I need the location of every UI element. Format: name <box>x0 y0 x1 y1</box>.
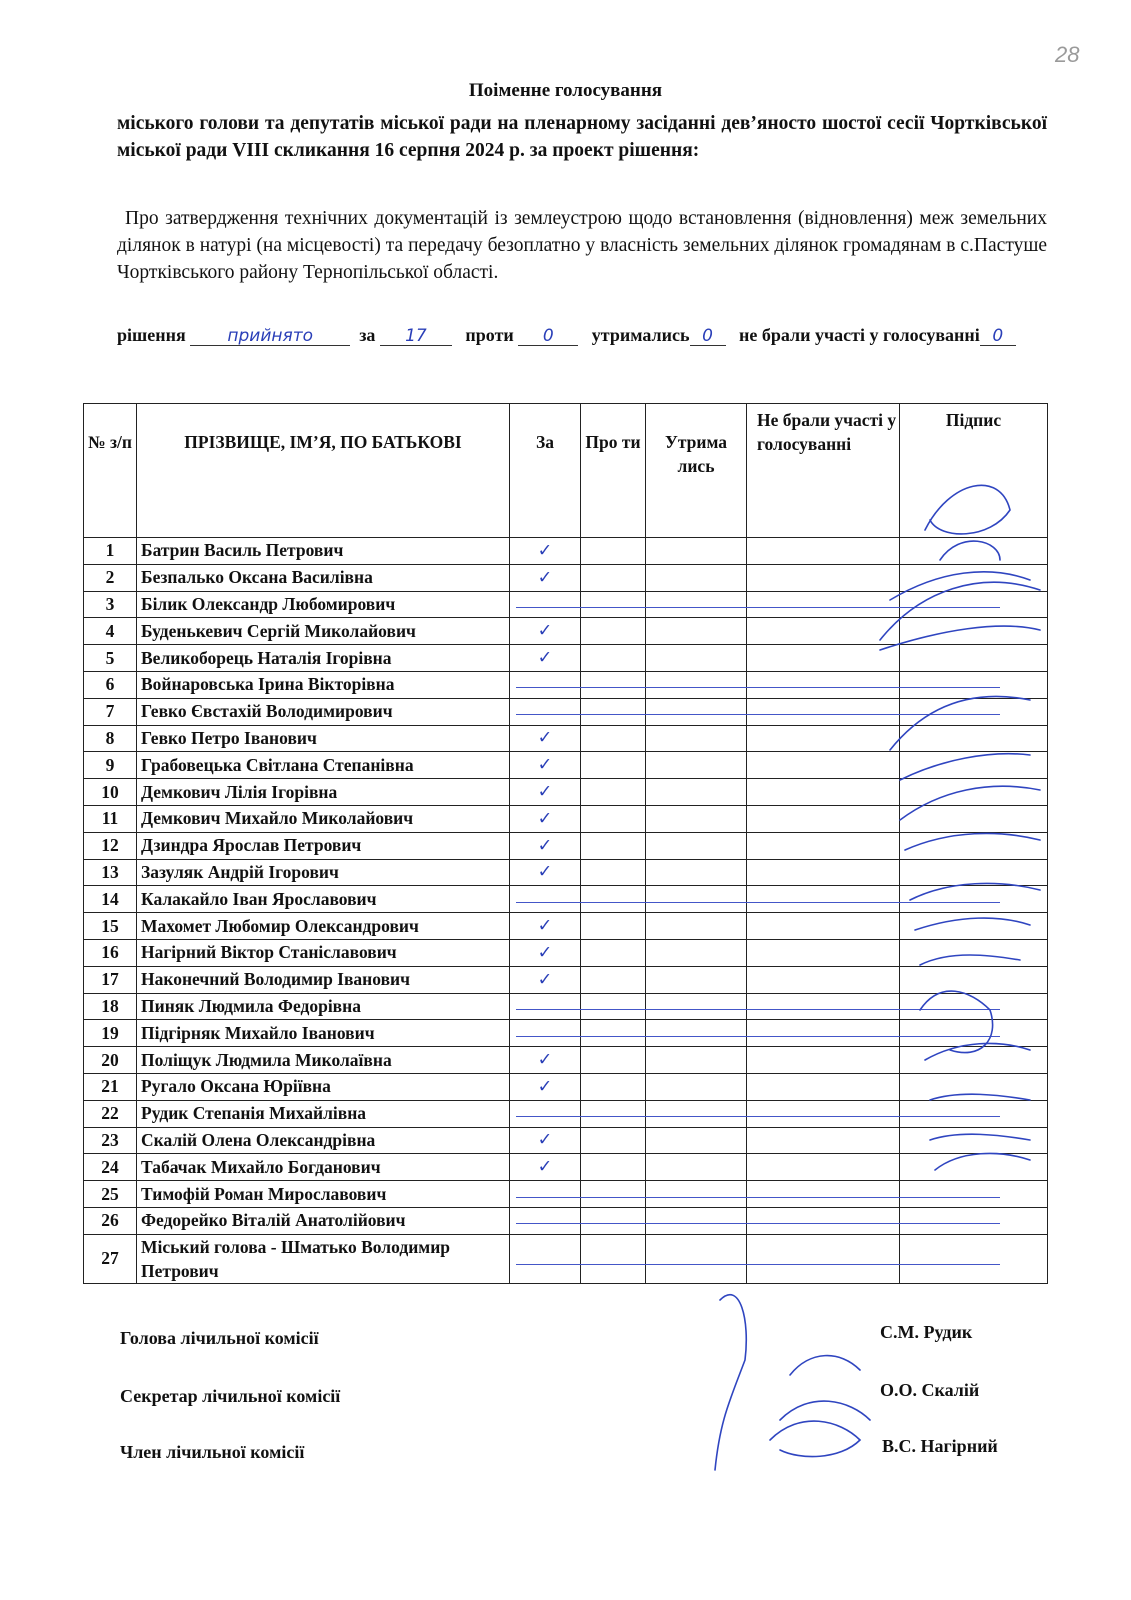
row-signature <box>900 1234 1048 1283</box>
row-not-voted <box>747 752 900 779</box>
check-icon: ✓ <box>537 1050 553 1071</box>
table-row <box>84 832 1048 859</box>
row-abstained <box>646 591 747 618</box>
row-abstained <box>646 886 747 913</box>
row-not-voted <box>747 1154 900 1181</box>
row-signature <box>900 886 1048 913</box>
table-row <box>84 966 1048 993</box>
not-voted-dash <box>510 1020 581 1047</box>
table-row <box>84 725 1048 752</box>
row-not-voted <box>747 939 900 966</box>
row-name: Безпалько Оксана Василівна <box>137 564 510 591</box>
row-num: 6 <box>84 671 137 698</box>
table-row <box>84 564 1048 591</box>
row-abstained <box>646 913 747 940</box>
row-signature <box>900 1047 1048 1074</box>
row-num: 12 <box>84 832 137 859</box>
vote-checkmark <box>510 913 581 940</box>
row-not-voted <box>747 591 900 618</box>
check-icon: ✓ <box>537 621 553 642</box>
row-against <box>581 671 646 698</box>
check-icon: ✓ <box>537 540 553 561</box>
row-num: 10 <box>84 779 137 806</box>
vote-checkmark <box>510 645 581 672</box>
for-label: за <box>359 325 376 345</box>
decision-topic <box>117 205 1047 286</box>
row-signature <box>900 538 1048 565</box>
row-not-voted <box>747 966 900 993</box>
chair-label: Голова лічильної комісії <box>120 1328 319 1348</box>
row-not-voted <box>747 564 900 591</box>
row-not-voted <box>747 993 900 1020</box>
row-abstained <box>646 564 747 591</box>
row-signature <box>900 939 1048 966</box>
row-signature <box>900 913 1048 940</box>
row-signature <box>900 993 1048 1020</box>
table-row <box>84 779 1048 806</box>
table-row <box>84 591 1048 618</box>
row-num: 24 <box>84 1154 137 1181</box>
row-not-voted <box>747 538 900 565</box>
row-against <box>581 538 646 565</box>
row-against <box>581 1154 646 1181</box>
row-abstained <box>646 618 747 645</box>
row-name: Калакайло Іван Ярославович <box>137 886 510 913</box>
check-icon: ✓ <box>537 808 553 829</box>
row-name: Демкович Лілія Ігорівна <box>137 779 510 806</box>
member-name: В.С. Нагірний <box>882 1436 998 1456</box>
row-signature <box>900 1127 1048 1154</box>
row-against <box>581 1127 646 1154</box>
table-row <box>84 618 1048 645</box>
row-num: 25 <box>84 1181 137 1208</box>
row-not-voted <box>747 859 900 886</box>
decision-summary <box>117 323 1047 347</box>
check-icon: ✓ <box>537 1157 553 1178</box>
against-value: 0 <box>518 327 578 346</box>
row-not-voted <box>747 1127 900 1154</box>
row-against <box>581 859 646 886</box>
row-against <box>581 832 646 859</box>
row-signature <box>900 805 1048 832</box>
row-against <box>581 1181 646 1208</box>
row-signature <box>900 832 1048 859</box>
row-not-voted <box>747 725 900 752</box>
row-signature <box>900 966 1048 993</box>
row-num: 16 <box>84 939 137 966</box>
row-name: Рудик Степанія Михайлівна <box>137 1100 510 1127</box>
row-not-voted <box>747 1020 900 1047</box>
row-num: 5 <box>84 645 137 672</box>
vote-checkmark <box>510 805 581 832</box>
row-name: Батрин Василь Петрович <box>137 538 510 565</box>
not-voted-dash <box>510 671 581 698</box>
row-not-voted <box>747 886 900 913</box>
row-signature <box>900 859 1048 886</box>
not-voted-dash <box>510 698 581 725</box>
document-title: Поіменне голосування <box>468 80 663 101</box>
row-name: Табачак Михайло Богданович <box>137 1154 510 1181</box>
table-row <box>84 859 1048 886</box>
row-signature <box>900 591 1048 618</box>
row-name: Поліщук Людмила Миколаївна <box>137 1047 510 1074</box>
row-abstained <box>646 752 747 779</box>
row-against <box>581 645 646 672</box>
table-row <box>84 913 1048 940</box>
row-signature <box>900 698 1048 725</box>
row-abstained <box>646 832 747 859</box>
table-header-row <box>84 404 1048 538</box>
table-row <box>84 1154 1048 1181</box>
check-icon: ✓ <box>537 567 553 588</box>
row-not-voted <box>747 1207 900 1234</box>
table-row <box>84 1047 1048 1074</box>
row-abstained <box>646 698 747 725</box>
table-row <box>84 993 1048 1020</box>
row-num: 14 <box>84 886 137 913</box>
table-row <box>84 671 1048 698</box>
row-against <box>581 966 646 993</box>
document-subtitle: міського голови та депутатів міської ради на пленарному засіданні дев’яносто шостої сесії Чортківської міської ради VIII скликання 16 серпня 2024 р. за проект рішення: <box>117 113 1047 161</box>
row-signature <box>900 618 1048 645</box>
row-num: 15 <box>84 913 137 940</box>
row-abstained <box>646 645 747 672</box>
row-num: 27 <box>84 1234 137 1283</box>
row-name: Підгірняк Михайло Іванович <box>137 1020 510 1047</box>
row-num: 11 <box>84 805 137 832</box>
row-signature <box>900 1020 1048 1047</box>
row-name: Білик Олександр Любомирович <box>137 591 510 618</box>
row-against <box>581 805 646 832</box>
table-row <box>84 1100 1048 1127</box>
row-signature <box>900 645 1048 672</box>
vote-checkmark <box>510 752 581 779</box>
row-abstained <box>646 1127 747 1154</box>
table-row <box>84 645 1048 672</box>
check-icon: ✓ <box>537 1130 553 1151</box>
abstained-label: утримались <box>591 325 690 345</box>
table-row <box>84 1020 1048 1047</box>
header-against: Про ти <box>581 404 646 538</box>
page-number: 28 <box>1055 42 1080 67</box>
row-num: 23 <box>84 1127 137 1154</box>
table-row <box>84 1234 1048 1283</box>
vote-checkmark <box>510 939 581 966</box>
table-row <box>84 1181 1048 1208</box>
row-against <box>581 993 646 1020</box>
not-voted-dash <box>510 591 581 618</box>
row-not-voted <box>747 1073 900 1100</box>
check-icon: ✓ <box>537 1076 553 1097</box>
row-num: 4 <box>84 618 137 645</box>
vote-checkmark <box>510 564 581 591</box>
row-name: Міський голова - Шматько Володимир Петрович <box>137 1234 510 1283</box>
secretary-label: Секретар лічильної комісії <box>120 1386 341 1406</box>
check-icon: ✓ <box>537 728 553 749</box>
vote-checkmark <box>510 1154 581 1181</box>
member-label: Член лічильної комісії <box>120 1442 305 1462</box>
table-row <box>84 698 1048 725</box>
row-name: Великоборець Наталія Ігорівна <box>137 645 510 672</box>
row-abstained <box>646 538 747 565</box>
decision-label: рішення <box>117 325 186 345</box>
row-against <box>581 591 646 618</box>
row-name: Федорейко Віталій Анатолійович <box>137 1207 510 1234</box>
vote-checkmark <box>510 725 581 752</box>
check-icon: ✓ <box>537 969 553 990</box>
row-against <box>581 1047 646 1074</box>
row-num: 1 <box>84 538 137 565</box>
table-row <box>84 886 1048 913</box>
row-abstained <box>646 993 747 1020</box>
row-against <box>581 618 646 645</box>
row-num: 19 <box>84 1020 137 1047</box>
row-name: Зазуляк Андрій Ігорович <box>137 859 510 886</box>
row-not-voted <box>747 913 900 940</box>
row-num: 8 <box>84 725 137 752</box>
row-not-voted <box>747 645 900 672</box>
row-not-voted <box>747 832 900 859</box>
chair-name: С.М. Рудик <box>880 1322 973 1342</box>
row-signature <box>900 725 1048 752</box>
row-abstained <box>646 1020 747 1047</box>
check-icon: ✓ <box>537 782 553 803</box>
check-icon: ✓ <box>537 648 553 669</box>
vote-checkmark <box>510 1047 581 1074</box>
row-against <box>581 1073 646 1100</box>
row-name: Буденькевич Сергій Миколайович <box>137 618 510 645</box>
vote-checkmark <box>510 1073 581 1100</box>
for-value: 17 <box>380 327 452 346</box>
row-name: Махомет Любомир Олександрович <box>137 913 510 940</box>
row-name: Дзиндра Ярослав Петрович <box>137 832 510 859</box>
check-icon: ✓ <box>537 916 553 937</box>
secretary-name: О.О. Скалій <box>880 1380 980 1400</box>
not-voted-dash <box>510 1100 581 1127</box>
row-name: Ругало Оксана Юріївна <box>137 1073 510 1100</box>
row-signature <box>900 1181 1048 1208</box>
row-name: Наконечний Володимир Іванович <box>137 966 510 993</box>
row-not-voted <box>747 1047 900 1074</box>
row-not-voted <box>747 1100 900 1127</box>
vote-checkmark <box>510 832 581 859</box>
row-against <box>581 886 646 913</box>
row-name: Скалій Олена Олександрівна <box>137 1127 510 1154</box>
decision-topic-text: Про затвердження технічних документацій із землеустрою щодо встановлення (відновлення) меж земельних ділянок в натурі (на місцевості) та передачу безоплатно у власність земельних ділянок громадянам в с.Пастуше Чортківського району Тернопільської області. <box>117 208 1047 283</box>
not-voted-value: 0 <box>980 327 1016 346</box>
row-against <box>581 698 646 725</box>
row-name: Гевко Євстахій Володимирович <box>137 698 510 725</box>
table-row <box>84 1073 1048 1100</box>
header-for: За <box>510 404 581 538</box>
row-name: Тимофій Роман Мирославович <box>137 1181 510 1208</box>
row-num: 18 <box>84 993 137 1020</box>
against-label: проти <box>465 325 514 345</box>
row-signature <box>900 671 1048 698</box>
row-name: Демкович Михайло Миколайович <box>137 805 510 832</box>
row-num: 17 <box>84 966 137 993</box>
row-signature <box>900 752 1048 779</box>
row-abstained <box>646 805 747 832</box>
row-abstained <box>646 966 747 993</box>
vote-checkmark <box>510 538 581 565</box>
not-voted-dash <box>510 993 581 1020</box>
row-signature <box>900 1073 1048 1100</box>
not-voted-dash <box>510 1234 581 1283</box>
check-icon: ✓ <box>537 835 553 856</box>
row-not-voted <box>747 671 900 698</box>
vote-checkmark <box>510 618 581 645</box>
row-signature <box>900 1100 1048 1127</box>
header-num: № з/п <box>84 404 137 538</box>
voting-table <box>83 403 1048 1284</box>
table-row <box>84 1207 1048 1234</box>
row-abstained <box>646 1181 747 1208</box>
row-abstained <box>646 779 747 806</box>
table-row <box>84 1127 1048 1154</box>
row-name: Грабовецька Світлана Степанівна <box>137 752 510 779</box>
not-voted-label: не брали участі у голосуванні <box>739 325 980 345</box>
row-num: 7 <box>84 698 137 725</box>
vote-checkmark <box>510 859 581 886</box>
check-icon: ✓ <box>537 942 553 963</box>
row-abstained <box>646 1207 747 1234</box>
row-name: Пиняк Людмила Федорівна <box>137 993 510 1020</box>
decision-value: прийнято <box>190 327 350 346</box>
check-icon: ✓ <box>537 755 553 776</box>
row-against <box>581 779 646 806</box>
row-abstained <box>646 671 747 698</box>
row-signature <box>900 1207 1048 1234</box>
not-voted-dash <box>510 886 581 913</box>
table-row <box>84 805 1048 832</box>
not-voted-dash <box>510 1207 581 1234</box>
row-abstained <box>646 1234 747 1283</box>
header-name: ПРІЗВИЩЕ, ІМ’Я, ПО БАТЬКОВІ <box>137 404 510 538</box>
row-abstained <box>646 859 747 886</box>
abstained-value: 0 <box>690 327 726 346</box>
row-not-voted <box>747 1181 900 1208</box>
row-against <box>581 564 646 591</box>
row-against <box>581 752 646 779</box>
row-name: Войнаровська Ірина Вікторівна <box>137 671 510 698</box>
vote-checkmark <box>510 966 581 993</box>
row-against <box>581 1234 646 1283</box>
row-abstained <box>646 1100 747 1127</box>
check-icon: ✓ <box>537 862 553 883</box>
row-num: 26 <box>84 1207 137 1234</box>
row-not-voted <box>747 779 900 806</box>
row-num: 13 <box>84 859 137 886</box>
row-signature <box>900 779 1048 806</box>
row-against <box>581 725 646 752</box>
row-num: 21 <box>84 1073 137 1100</box>
table-row <box>84 538 1048 565</box>
table-row <box>84 939 1048 966</box>
row-against <box>581 1020 646 1047</box>
row-not-voted <box>747 618 900 645</box>
row-not-voted <box>747 805 900 832</box>
row-num: 2 <box>84 564 137 591</box>
row-against <box>581 1207 646 1234</box>
row-not-voted <box>747 1234 900 1283</box>
header-abstained: Утрима лись <box>646 404 747 538</box>
row-num: 20 <box>84 1047 137 1074</box>
row-num: 22 <box>84 1100 137 1127</box>
row-against <box>581 1100 646 1127</box>
row-signature <box>900 564 1048 591</box>
row-abstained <box>646 939 747 966</box>
row-num: 3 <box>84 591 137 618</box>
row-abstained <box>646 725 747 752</box>
row-not-voted <box>747 698 900 725</box>
header-signature: Підпис <box>900 404 1048 538</box>
row-abstained <box>646 1073 747 1100</box>
row-num: 9 <box>84 752 137 779</box>
row-abstained <box>646 1047 747 1074</box>
row-against <box>581 939 646 966</box>
vote-checkmark <box>510 1127 581 1154</box>
row-signature <box>900 1154 1048 1181</box>
vote-checkmark <box>510 779 581 806</box>
row-against <box>581 913 646 940</box>
row-name: Нагірний Віктор Станіславович <box>137 939 510 966</box>
header-not-voted: Не брали участі у голосуванні <box>747 404 900 538</box>
row-name: Гевко Петро Іванович <box>137 725 510 752</box>
not-voted-dash <box>510 1181 581 1208</box>
row-abstained <box>646 1154 747 1181</box>
table-row <box>84 752 1048 779</box>
